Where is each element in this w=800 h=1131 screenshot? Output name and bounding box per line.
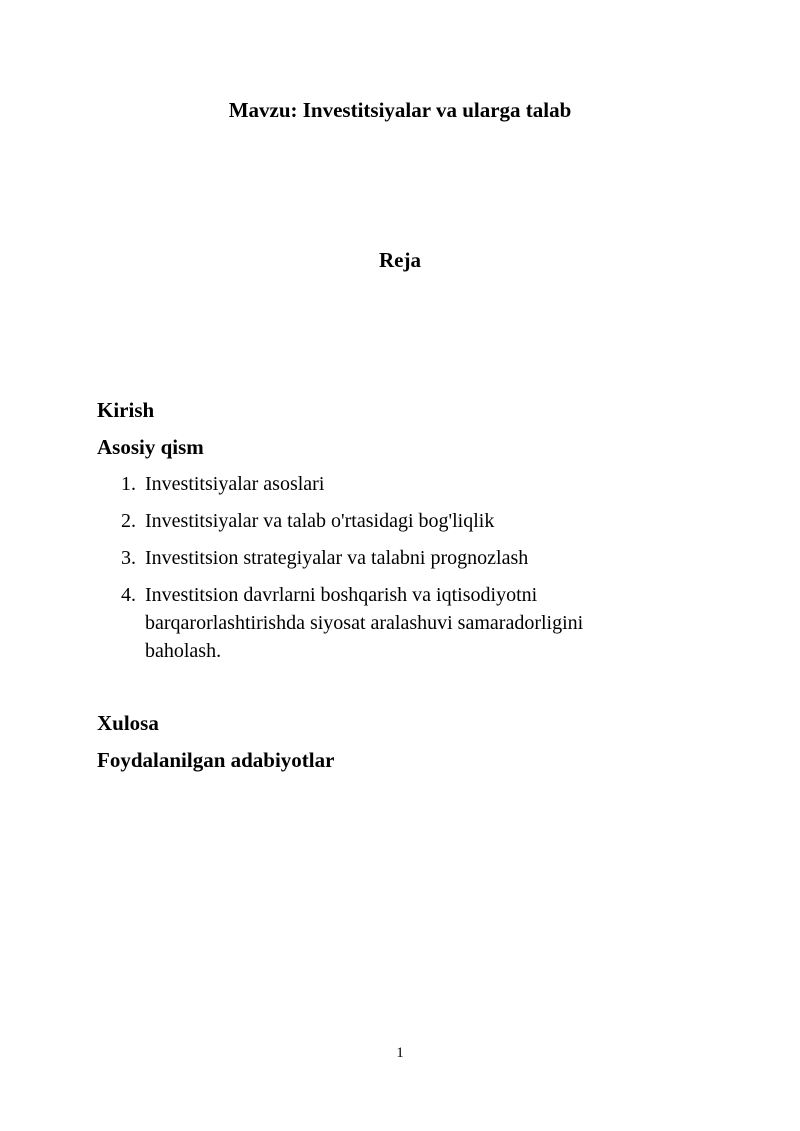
list-item-number: 3. xyxy=(121,547,136,569)
list-item xyxy=(97,470,637,498)
list-item-text: Investitsiyalar va talab o'rtasidagi bog'liqlik xyxy=(145,510,495,532)
list-item-text: Investitsiyalar asoslari xyxy=(145,473,325,495)
list-item-text: Investitsion davrlarni boshqarish va iqtisodiyotni barqarorlashtirishda siyosat aralashuvi samaradorligini baholash. xyxy=(145,584,584,662)
list-item-number: 4. xyxy=(121,584,136,606)
main-part-heading: Asosiy qism xyxy=(97,435,204,459)
conclusion-heading: Xulosa xyxy=(97,711,159,735)
page-number: 1 xyxy=(396,1045,404,1061)
list-item xyxy=(97,544,637,572)
plan-list xyxy=(97,470,637,674)
document-title: Mavzu: Investitsiyalar va ularga talab xyxy=(228,98,572,122)
list-item-text: Investitsion strategiyalar va talabni prognozlash xyxy=(145,547,529,569)
list-item xyxy=(97,581,637,665)
intro-heading: Kirish xyxy=(97,398,155,422)
list-item-number: 1. xyxy=(121,473,136,495)
references-heading: Foydalanilgan adabiyotlar xyxy=(97,748,335,772)
list-item-number: 2. xyxy=(121,510,136,532)
list-item xyxy=(97,507,637,535)
plan-heading: Reja xyxy=(379,248,421,272)
